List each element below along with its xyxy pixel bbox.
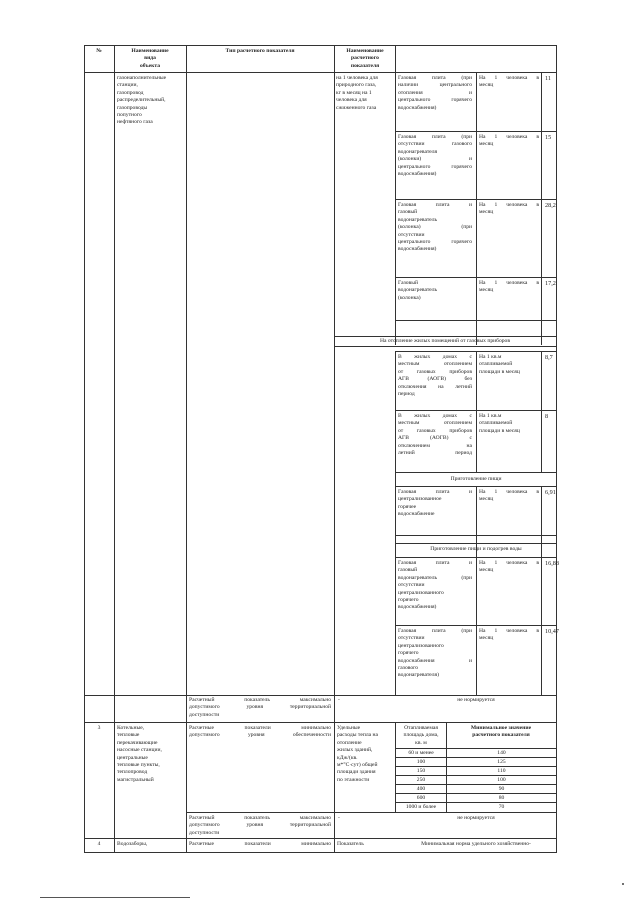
row3-value-cell: 80 [498,795,505,801]
cooking-water-1-label: Газовая плита и газовый водонагреватель (при отсутствии централизованного горячего водоснабжения) [398,560,472,611]
cooking-1-value: 6,91 [545,489,556,496]
table-border-left [84,45,85,853]
gas-item-4-label: Газовый водонагреватель (колонка) [398,280,438,301]
cooking-water-title-top [395,543,556,544]
gas-item-4-value: 17,2 [545,280,556,287]
row3-area-cell: 60 и менее [408,750,434,756]
heating-1-unit: На 1 кв.м отапливаемой площади в месяц [479,354,520,375]
subcolumn-unit-heating [476,351,477,472]
heating-title-bottom [334,346,556,347]
row3-value-cell: 90 [498,786,505,792]
cooking-water-2-label: Газовая плита (при отсутствии централизованного горячего водоснабжения и газового водонагревателя) [398,628,472,679]
row3-area-cell: 600 [416,795,426,801]
row4-indicator-name: Показатель [337,841,364,847]
gas-item-1-unit: На 1 человека в месяц [479,75,539,89]
gas-object-name: газонаполнительные станции, газопровод распределительный, газопроводы попутного нефтяного газа [117,75,167,126]
subcolumn-value-cooking [541,486,542,695]
header-bottom [84,72,556,73]
row3-area-cell: 400 [416,786,426,792]
cooking-water-1-unit: На 1 человека в месяц [479,560,539,574]
gas-item-2-unit: На 1 человека в месяц [479,134,539,148]
cooking-1-label: Газовая плита и централизованное горячее водоснабжение [398,489,472,518]
row3-area-cell: 1000 и более [405,804,437,810]
gas-item-1-bottom [395,131,556,132]
heating-title: На отопление жилых помещений от газовых приборов [380,338,510,344]
gas-item-3-unit: На 1 человека в месяц [479,202,539,216]
footer-rule [40,897,190,898]
gas-item-4-bottom [395,320,556,321]
row4-norm: Минимальная норма удельного хозяйственно- [421,841,531,847]
subcolumn-value [541,72,542,345]
header-num: № [96,48,102,54]
row3-area-cell: 150 [416,768,426,774]
gas-item-1-label: Газовая плита (при наличии центрального отопления и центрального горячего водоснабжения) [398,75,472,111]
gas-max-dash: - [338,697,340,703]
column-divider-type [186,45,187,853]
row3-area-cell: 250 [416,777,426,783]
cooking-water-1-bottom [395,625,556,626]
cooking-title-bottom [395,486,556,487]
heating-1-label: В жилых домах с местным отоплением от газовых приборов АГВ (АОГВ) без отключения на летний период [398,354,472,398]
row3-value-cell: 125 [497,759,506,765]
row3-max-dash: - [338,815,340,821]
subcolumn-value-heating [541,351,542,472]
row3-value-cell: 140 [497,750,506,756]
gas-item-2-label: Газовая плита (при отсутствии газового водонагревателя (колонки) и центрального горячего водоснабжения) [398,134,472,178]
subcolumn-label [395,45,396,345]
scan-mark [622,883,624,885]
row3-min-bottom [186,812,556,813]
heating-1-bottom [395,410,556,411]
table-top [84,45,556,46]
row3-object-name: Котельные, тепловые перекачивающие насосные станции, центральные тепловые пункты, теплопровод магистральный [117,725,162,783]
cooking-water-title-bottom [395,557,556,558]
row3-max-type: Расчетный показатель максимально допустимого уровня территориальной доступности [189,815,331,836]
heating-2-label: В жилых домах с местным отоплением от газовых приборов АГВ (АОГВ) с отключением на летний период [398,413,472,457]
row3-indicator-name: Удельные расходы тепла на отопление жилых зданий, кДж/(кв. м*°С·сут) общей площади здания по этажности [337,725,378,783]
column-divider-name [334,45,335,853]
heating-1-value: 8,7 [545,354,553,361]
subcolumn-unit-cooking [476,486,477,695]
cooking-water-2-unit: На 1 человека в месяц [479,628,539,642]
cooking-water-1-value: 16,88 [545,560,559,567]
gas-item-3-value: 28,2 [545,202,556,209]
row3-sub-header-area: Отапливаемая площадь дома, кв. м [403,725,439,746]
cooking-water-2-value: 10,47 [545,628,559,635]
row3-value-cell: 70 [498,804,505,810]
row3-num: 3 [97,725,101,731]
table-border-right [556,45,557,853]
row4-object-name: Водозаборы, [117,841,148,847]
gas-indicator-name: на 1 человека для природного газа, кг в месяц на 1 человека для сжиженного газа [336,75,378,111]
gas-item-4-unit: На 1 человека в месяц [479,280,539,294]
cooking-title: Приготовление пищи [450,476,502,482]
gas-item-2-bottom [395,199,556,200]
header-indicator-name: Наименование расчетного показателя [346,48,384,69]
subcolumn-label-cooking [395,473,396,695]
heating-title-top [334,336,556,337]
row3-area-cell: 100 [416,759,426,765]
row3-sub-header-value: Минимальное значение расчетного показателя [470,725,532,739]
row3-type: Расчетные показатели минимально допустимого уровня обеспеченности [189,725,331,739]
gas-max-note: не нормируется [457,697,495,703]
gas-max-type: Расчетный показатель максимально допустимого уровня территориальной доступности [189,697,331,718]
row4-num: 4 [97,841,101,847]
heating-2-value: 8 [545,413,549,420]
gas-item-1-value: 11 [545,75,551,82]
gas-item-3-label: Газовая плита и газовый водонагреватель (колонка) (при отсутствии центрального горячего водоснабжения) [398,202,472,253]
header-indicator-type: Тип расчетного показателя [225,48,295,54]
cooking-water-title: Приготовление пищи и подогрев воды [430,546,522,552]
row3-value-cell: 110 [497,768,506,774]
heating-2-bottom [395,472,556,473]
row3-max-note: не нормируется [457,815,495,821]
row4-type: Расчетные показатели минимально [189,841,331,847]
gas-item-3-bottom [395,277,556,278]
row3-bottom [84,838,556,839]
row3-value-cell: 100 [497,777,506,783]
gas-item-2-value: 15 [545,134,552,141]
cooking-1-bottom [395,535,556,536]
subcolumn-unit [476,72,477,345]
cooking-1-unit: На 1 человека в месяц [479,489,539,503]
subcolumn-label-heating [395,351,396,472]
header-object-type: Наименование вида объекта [131,48,169,69]
heating-2-unit: На 1 кв.м отапливаемой площади в месяц [479,413,520,434]
gas-row-bottom [84,695,556,696]
gas-max-row-bottom [84,722,556,723]
row4-bottom [84,852,556,853]
heating-1-top [395,351,556,352]
column-divider-object [114,45,115,853]
